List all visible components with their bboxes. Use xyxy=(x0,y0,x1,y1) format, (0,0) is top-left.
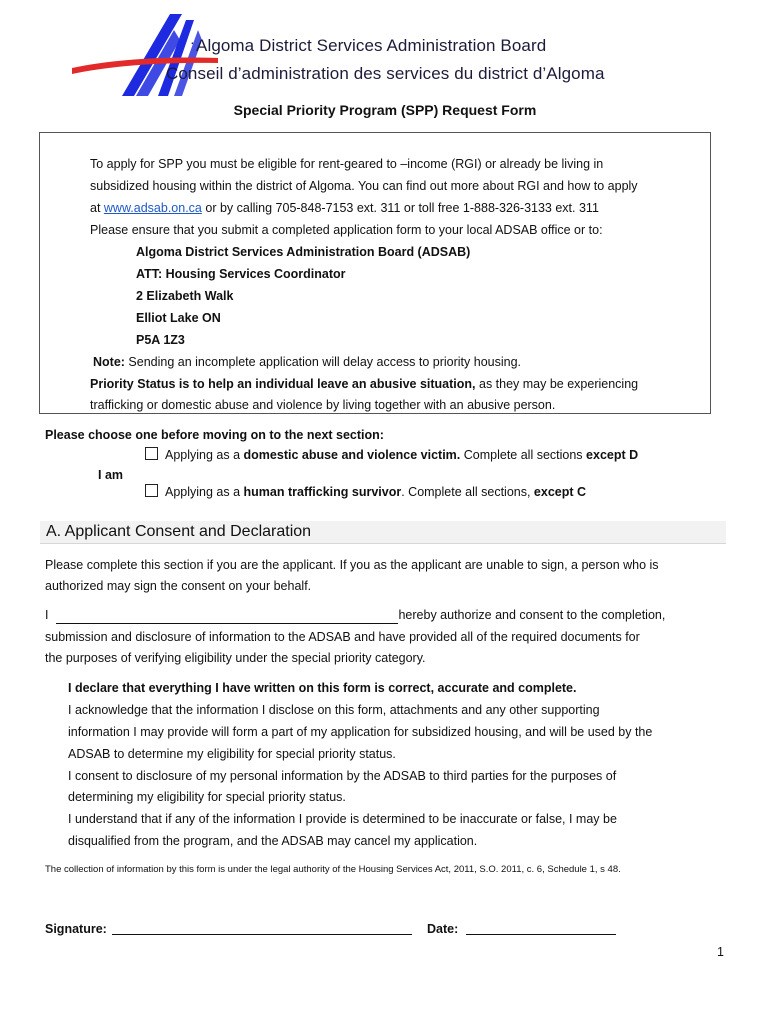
page-number: 1 xyxy=(717,945,724,959)
address-line: 2 Elizabeth Walk xyxy=(136,289,234,303)
intro-line-4: Please ensure that you submit a completed application form to your local ADSAB office or to: xyxy=(90,223,603,237)
option2-end: except C xyxy=(533,485,587,499)
acknowledge-line-3: ADSAB to determine my eligibility for special priority status. xyxy=(68,747,396,761)
consent-line-3: the purposes of verifying eligibility under the special priority category. xyxy=(45,651,426,665)
understand-line-1: I understand that if any of the information I provide is determined to be inaccurate or false, I may be xyxy=(68,812,617,826)
consent-line-1-post: hereby authorize and consent to the completion, xyxy=(398,608,666,622)
option2-pre: Applying as a xyxy=(165,485,244,499)
consent-line-2: submission and disclosure of information to the ADSAB and have provided all of the required documents for xyxy=(45,630,640,644)
consent-disclosure-line-2: determining my eligibility for special priority status. xyxy=(68,790,346,804)
option1-pre: Applying as a xyxy=(165,448,244,462)
note-label: Note: xyxy=(93,355,125,369)
website-link[interactable]: www.adsab.on.ca xyxy=(103,201,202,215)
note-text: Sending an incomplete application will delay access to priority housing. xyxy=(124,355,522,369)
address-line: P5A 1Z3 xyxy=(136,333,185,347)
section-a-title: A. Applicant Consent and Declaration xyxy=(46,523,312,540)
address-line: Algoma District Services Administration Board (ADSAB) xyxy=(136,245,471,259)
consent-line-1 xyxy=(45,606,665,624)
signature-field[interactable] xyxy=(112,922,412,935)
acknowledge-line-2: information I may provide will form a part of my application for subsidized housing, and will be used by the xyxy=(68,725,653,739)
section-a-para1-line1: Please complete this section if you are the applicant. If you as the applicant are unable to sign, a person who is xyxy=(45,558,659,572)
option2-bold: human trafficking survivor xyxy=(243,485,402,499)
option-human-trafficking xyxy=(165,483,586,501)
priority-bold: Priority Status is to help an individual leave an abusive situation, xyxy=(90,377,476,391)
legal-authority-note: The collection of information by this form is under the legal authority of the Housing Services Act, 2011, S.O. 2011, c. 6, Schedule 1, s 48. xyxy=(45,864,621,875)
priority-rest: as they may be experiencing xyxy=(475,377,639,391)
intro-line-3-pre: at xyxy=(90,201,104,215)
date-field[interactable] xyxy=(466,922,616,935)
declaration-statement: I declare that everything I have written on this form is correct, accurate and complete. xyxy=(68,681,577,695)
address-line: Elliot Lake ON xyxy=(136,311,221,325)
consent-i: I xyxy=(45,608,49,622)
intro-line-3-post: or by calling 705-848-7153 ext. 311 or toll free 1-888-326-3133 ext. 311 xyxy=(201,201,599,215)
option1-end: except D xyxy=(586,448,639,462)
domestic-abuse-checkbox[interactable] xyxy=(145,447,158,460)
intro-box xyxy=(39,132,711,414)
org-name-english: Algoma District Services Administration Board xyxy=(196,36,547,55)
consent-disclosure-line-1: I consent to disclosure of my personal information by the ADSAB to third parties for the purposes of xyxy=(68,769,617,783)
priority-line-2: trafficking or domestic abuse and violence by living together with an abusive person. xyxy=(90,398,556,412)
section-a-para1-line2: authorized may sign the consent on your behalf. xyxy=(45,579,312,593)
signature-label: Signature: xyxy=(45,922,107,936)
choice-prompt: Please choose one before moving on to the next section: xyxy=(45,428,384,442)
date-label: Date: xyxy=(427,922,459,936)
intro-line-3 xyxy=(90,199,599,217)
intro-line-1: To apply for SPP you must be eligible for rent-geared to –income (RGI) or already be living in xyxy=(90,157,604,171)
acknowledge-line-1: I acknowledge that the information I disclose on this form, attachments and any other supporting xyxy=(68,703,600,717)
human-trafficking-checkbox[interactable] xyxy=(145,484,158,497)
priority-line-1 xyxy=(90,375,638,393)
option1-bold: domestic abuse and violence victim. xyxy=(243,448,461,462)
option-domestic-abuse xyxy=(165,446,638,464)
section-a-header xyxy=(40,521,726,544)
form-title: Special Priority Program (SPP) Request Form xyxy=(233,102,537,118)
option1-mid: Complete all sections xyxy=(460,448,587,462)
understand-line-2: disqualified from the program, and the ADSAB may cancel my application. xyxy=(68,834,478,848)
intro-line-2: subsidized housing within the district of Algoma. You can find out more about RGI and how to apply xyxy=(90,179,638,193)
header-dot: · xyxy=(190,34,195,50)
option2-mid: . Complete all sections, xyxy=(401,485,534,499)
applicant-name-field[interactable] xyxy=(56,611,398,624)
note-line xyxy=(93,353,521,371)
i-am-label: I am xyxy=(98,468,124,482)
org-name-french: Conseil d’administration des services du district d’Algoma xyxy=(166,64,605,83)
address-line: ATT: Housing Services Coordinator xyxy=(136,267,346,281)
